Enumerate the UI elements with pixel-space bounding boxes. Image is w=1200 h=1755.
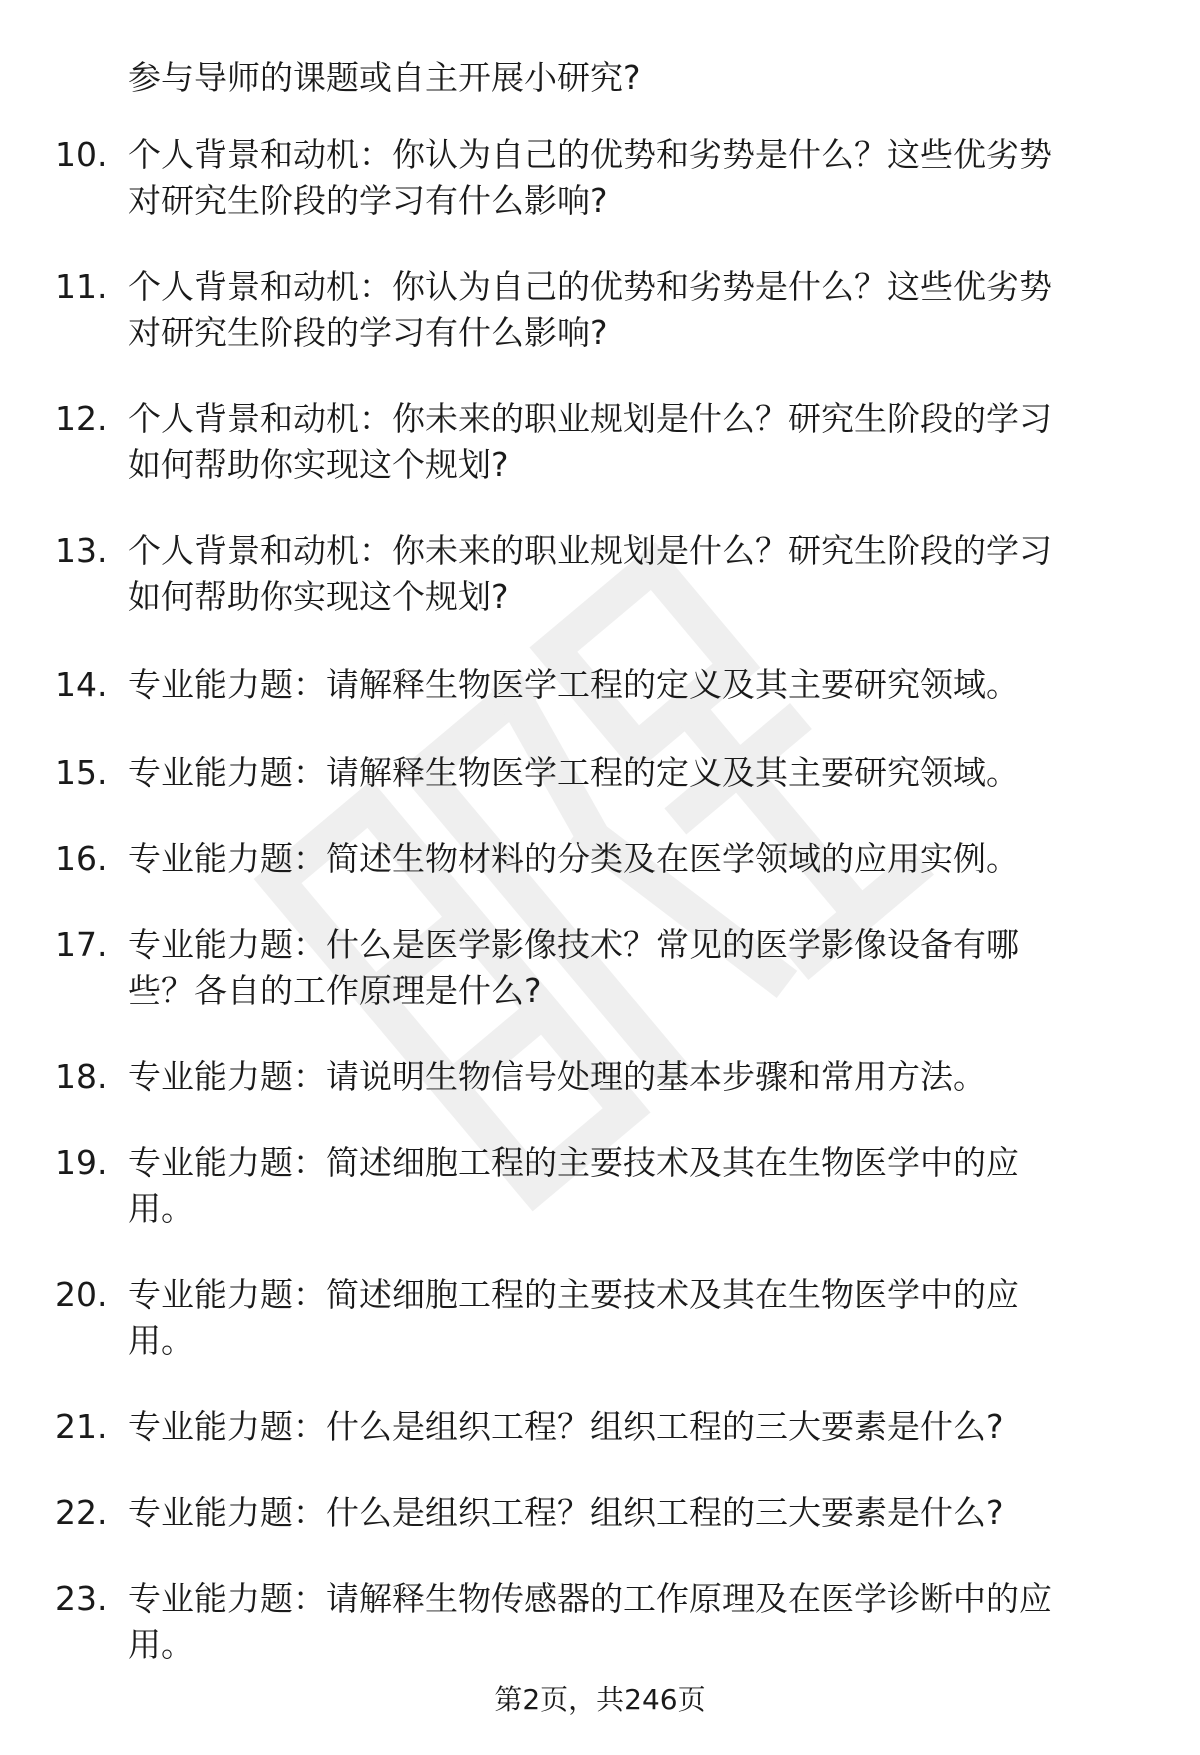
item-text: 专业能力题：什么是组织工程？组织工程的三大要素是什么?: [128, 1407, 1004, 1446]
item-number: 21.: [55, 1407, 108, 1446]
page-number-footer: 第2页，共246页: [494, 1683, 706, 1716]
item-text: 个人背景和动机：你未来的职业规划是什么？研究生阶段的学习 如何帮助你实现这个规划?: [128, 531, 1052, 616]
item-number: 17.: [55, 925, 108, 964]
item-text: 专业能力题：请解释生物医学工程的定义及其主要研究领域。: [128, 665, 1019, 704]
item-text: 专业能力题：什么是组织工程？组织工程的三大要素是什么?: [128, 1493, 1004, 1532]
item-text: 专业能力题：简述生物材料的分类及在医学领域的应用实例。: [128, 839, 1019, 878]
item-text: 专业能力题：请解释生物传感器的工作原理及在医学诊断中的应 用。: [128, 1579, 1052, 1664]
item-number: 23.: [55, 1579, 108, 1618]
item-text: 个人背景和动机：你认为自己的优势和劣势是什么？这些优劣势 对研究生阶段的学习有什么影响?: [128, 135, 1052, 220]
item-number: 13.: [55, 531, 108, 570]
item-number: 15.: [55, 753, 108, 792]
item-text: 个人背景和动机：你认为自己的优势和劣势是什么？这些优劣势 对研究生阶段的学习有什么影响?: [128, 267, 1052, 352]
item-text: 个人背景和动机：你未来的职业规划是什么？研究生阶段的学习 如何帮助你实现这个规划?: [128, 399, 1052, 484]
item-text: 专业能力题：请解释生物医学工程的定义及其主要研究领域。: [128, 753, 1019, 792]
item-number: 20.: [55, 1275, 108, 1314]
item-number: 22.: [55, 1493, 108, 1532]
continuation-line: 参与导师的课题或自主开展小研究?: [128, 58, 641, 97]
item-number: 12.: [55, 399, 108, 438]
item-text: 专业能力题：简述细胞工程的主要技术及其在生物医学中的应 用。: [128, 1275, 1019, 1360]
item-text: 专业能力题：什么是医学影像技术？常见的医学影像设备有哪 些？各自的工作原理是什么?: [128, 925, 1019, 1010]
item-number: 11.: [55, 267, 108, 306]
item-number: 19.: [55, 1143, 108, 1182]
item-text: 专业能力题：简述细胞工程的主要技术及其在生物医学中的应 用。: [128, 1143, 1019, 1228]
item-text: 专业能力题：请说明生物信号处理的基本步骤和常用方法。: [128, 1057, 986, 1096]
item-number: 18.: [55, 1057, 108, 1096]
item-number: 16.: [55, 839, 108, 878]
item-number: 10.: [55, 135, 108, 174]
item-number: 14.: [55, 665, 108, 704]
